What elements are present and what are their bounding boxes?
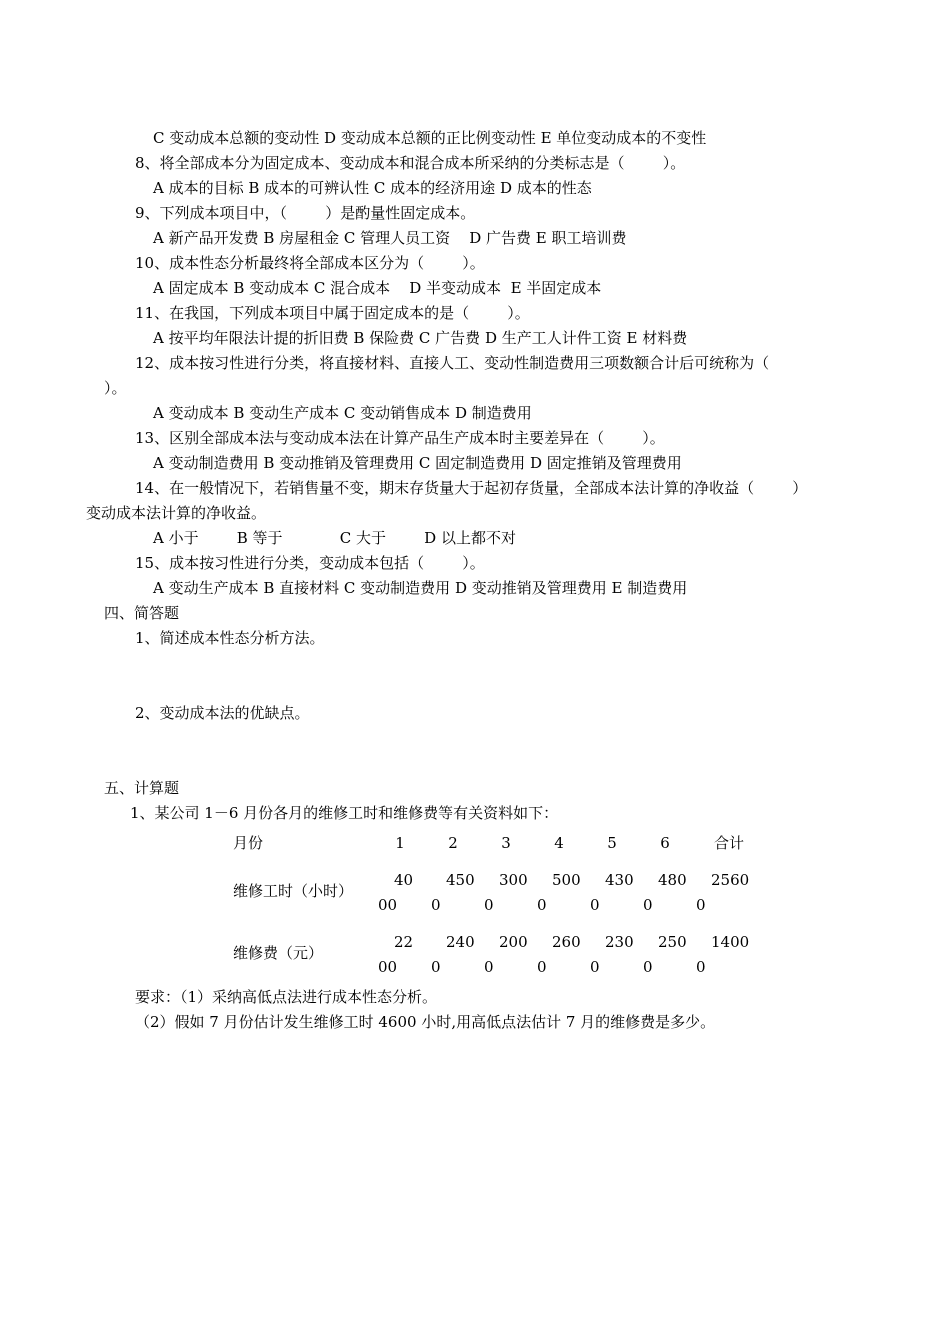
table-cell: 260	[552, 933, 581, 951]
short-answer-q2: 2、变动成本法的优缺点。	[135, 704, 310, 722]
calculation-q1: 1、某公司 1－6 月份各月的维修工时和维修费等有关资料如下：	[130, 804, 559, 822]
table-header-cell: 3	[501, 834, 511, 852]
table-header-cell: 5	[607, 834, 617, 852]
options-q8: A 成本的目标 B 成本的可辨认性 C 成本的经济用途 D 成本的性态	[153, 179, 592, 197]
table-cell: 450	[446, 871, 475, 889]
question-13: 13、区别全部成本法与变动成本法在计算产品生产成本时主要差异在（ ）。	[135, 429, 665, 447]
options-q11: A 按平均年限法计提的折旧费 B 保险费 C 广告费 D 生产工人计件工资 E 材料费	[153, 329, 688, 347]
table-cell-wrap: 0	[643, 896, 653, 914]
table-row-label-cost: 维修费（元）	[233, 944, 324, 962]
table-cell: 430	[605, 871, 634, 889]
table-cell: 22	[394, 933, 414, 951]
question-10: 10、成本性态分析最终将全部成本区分为（ ）。	[135, 254, 485, 272]
table-row-label-hours: 维修工时（小时）	[233, 882, 354, 900]
table-cell-wrap: 0	[537, 958, 547, 976]
table-cell-wrap: 0	[537, 896, 547, 914]
table-cell-wrap: 0	[484, 896, 494, 914]
options-q15: A 变动生产成本 B 直接材料 C 变动制造费用 D 变动推销及管理费用 E 制造费用	[153, 579, 688, 597]
short-answer-q1: 1、简述成本性态分析方法。	[135, 629, 325, 647]
requirement-1: 要求：（1）采纳高低点法进行成本性态分析。	[135, 988, 438, 1006]
table-cell: 300	[499, 871, 528, 889]
table-cell-wrap: 0	[484, 958, 494, 976]
table-header-cell: 6	[660, 834, 670, 852]
question-8: 8、将全部成本分为固定成本、变动成本和混合成本所采纳的分类标志是（ ）。	[135, 154, 686, 172]
options-q9: A 新产品开发费 B 房屋租金 C 管理人员工资 D 广告费 E 职工培训费	[153, 229, 627, 247]
table-cell-wrap: 0	[696, 896, 706, 914]
table-cell: 40	[394, 871, 414, 889]
table-cell: 480	[658, 871, 687, 889]
table-cell-total: 2560	[711, 871, 750, 889]
section-heading-short-answer: 四、简答题	[104, 604, 180, 622]
question-12-continued: ）。	[104, 379, 127, 397]
table-cell-wrap: 00	[378, 958, 398, 976]
requirement-2: （2）假如 7 月份估计发生维修工时 4600 小时,用高低点法估计 7 月的维修费是多少。	[135, 1013, 716, 1031]
option-line-q7: C 变动成本总额的变动性 D 变动成本总额的正比例变动性 E 单位变动成本的不变性	[153, 129, 707, 147]
question-11: 11、在我国，下列成本项目中属于固定成本的是（ ）。	[135, 304, 530, 322]
table-cell: 200	[499, 933, 528, 951]
table-header-month: 月份	[233, 834, 264, 852]
table-cell-wrap: 0	[590, 958, 600, 976]
question-14: 14、在一般情况下，若销售量不变，期末存货量大于起初存货量，全部成本法计算的净收益（ ）	[135, 479, 808, 497]
options-q13: A 变动制造费用 B 变动推销及管理费用 C 固定制造费用 D 固定推销及管理费用	[153, 454, 682, 472]
table-cell: 240	[446, 933, 475, 951]
table-cell-wrap: 0	[590, 896, 600, 914]
table-cell: 230	[605, 933, 634, 951]
options-q10: A 固定成本 B 变动成本 C 混合成本 D 半变动成本 E 半固定成本	[153, 279, 602, 297]
table-cell: 500	[552, 871, 581, 889]
table-cell-wrap: 0	[431, 896, 441, 914]
table-header-cell: 4	[554, 834, 564, 852]
table-cell-wrap: 00	[378, 896, 398, 914]
options-q12: A 变动成本 B 变动生产成本 C 变动销售成本 D 制造费用	[153, 404, 532, 422]
table-header-total: 合计	[713, 834, 744, 852]
question-9: 9、下列成本项目中，（ ）是酌量性固定成本。	[135, 204, 476, 222]
question-14-continued: 变动成本法计算的净收益。	[86, 504, 267, 522]
options-q14: A 小于 B 等于 C 大于 D 以上都不对	[153, 529, 516, 547]
question-12: 12、成本按习性进行分类，将直接材料、直接人工、变动性制造费用三项数额合计后可统称为（	[135, 354, 770, 372]
table-cell-wrap: 0	[696, 958, 706, 976]
question-15: 15、成本按习性进行分类，变动成本包括（ ）。	[135, 554, 485, 572]
table-cell-total: 1400	[711, 933, 750, 951]
section-heading-calculation: 五、计算题	[104, 779, 180, 797]
table-header-cell: 1	[395, 834, 405, 852]
table-cell: 250	[658, 933, 687, 951]
table-header-cell: 2	[448, 834, 458, 852]
table-cell-wrap: 0	[643, 958, 653, 976]
table-cell-wrap: 0	[431, 958, 441, 976]
